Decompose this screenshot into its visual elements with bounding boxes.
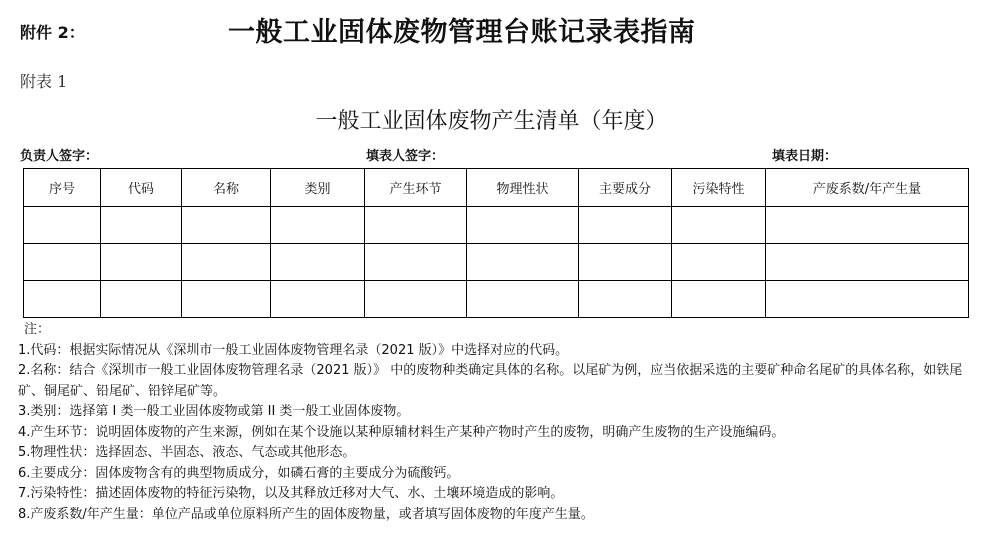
table-cell[interactable]: [467, 281, 579, 318]
notes-heading: 注：: [24, 322, 51, 337]
note-item-physical-state: 5.物理性状：选择固态、半固态、液态、气态或其他形态。: [18, 445, 356, 460]
column-header-generation-stage: 产生环节: [365, 169, 467, 207]
table-cell[interactable]: [579, 207, 672, 244]
table-row: [24, 207, 969, 244]
table-cell[interactable]: [182, 207, 271, 244]
table-cell[interactable]: [579, 244, 672, 281]
page-title: 一般工业固体废物管理台账记录表指南: [228, 17, 696, 48]
table-cell[interactable]: [365, 281, 467, 318]
table-cell[interactable]: [766, 207, 969, 244]
table-title: 一般工业固体废物产生清单（年度）: [315, 109, 668, 134]
table-cell[interactable]: [271, 281, 365, 318]
table-cell[interactable]: [271, 244, 365, 281]
table-cell[interactable]: [579, 281, 672, 318]
table-cell[interactable]: [101, 281, 182, 318]
table-cell[interactable]: [365, 207, 467, 244]
note-item-category: 3.类别：选择第 I 类一般工业固体废物或第 II 类一般工业固体废物。: [18, 404, 410, 419]
attachment-label: 附件 2：: [20, 23, 85, 42]
table-cell[interactable]: [672, 244, 766, 281]
table-cell[interactable]: [24, 244, 101, 281]
note-item-code: 1.代码：根据实际情况从《深圳市一般工业固体废物管理名录（2021 版）》中选择对应的代码。: [18, 342, 569, 358]
table-cell[interactable]: [101, 207, 182, 244]
notes-section: [18, 320, 968, 525]
table-cell[interactable]: [271, 207, 365, 244]
column-header-physical-state: 物理性状: [467, 169, 579, 207]
filler-signature-label: 填表人签字：: [366, 149, 445, 164]
table-cell[interactable]: [672, 207, 766, 244]
table-cell[interactable]: [24, 207, 101, 244]
note-item-main-components: 6.主要成分：固体废物含有的典型物质成分，如磷石膏的主要成分为硫酸钙。: [18, 465, 460, 481]
table-cell[interactable]: [182, 281, 271, 318]
note-item-generation-stage: 4.产生环节：说明固体废物的产生来源，例如在某个设施以某种原辅材料生产某种产物时产生的废物，明确产生废物的生产设施编码。: [18, 424, 785, 440]
table-cell[interactable]: [467, 244, 579, 281]
table-row: [24, 244, 969, 281]
table-cell[interactable]: [766, 281, 969, 318]
table-cell[interactable]: [24, 281, 101, 318]
column-header-main-components: 主要成分: [579, 169, 672, 207]
note-item-name: 2.名称：结合《深圳市一般工业固体废物管理名录（2021 版）》 中的废物种类确定具体的名称。以尾矿为例，应当依据采选的主要矿种命名尾矿的具体名称，如铁尾矿、铜尾矿、铅尾矿、铅锌尾矿等。: [18, 363, 963, 399]
column-header-pollution-characteristics: 污染特性: [672, 169, 766, 207]
column-header-code: 代码: [101, 169, 182, 207]
note-item-generation-factor: 8.产废系数/年产生量：单位产品或单位原料所产生的固体废物量，或者填写固体废物的年度产生量。: [18, 506, 594, 522]
table-cell[interactable]: [467, 207, 579, 244]
note-item-pollution-characteristics: 7.污染特性：描述固体废物的特征污染物，以及其释放迁移对大气、水、土壤环境造成的影响。: [18, 486, 564, 501]
column-header-generation-factor: 产废系数/年产生量: [766, 169, 969, 207]
table-cell[interactable]: [365, 244, 467, 281]
table-cell[interactable]: [101, 244, 182, 281]
table-row: [24, 281, 969, 318]
waste-ledger-table: [23, 168, 969, 318]
fill-date-label: 填表日期：: [772, 149, 838, 164]
column-header-name: 名称: [182, 169, 271, 207]
table-header-row: [24, 169, 969, 207]
responsible-signature-label: 负责人签字：: [20, 149, 99, 164]
column-header-category: 类别: [271, 169, 365, 207]
table-cell[interactable]: [182, 244, 271, 281]
table-cell[interactable]: [672, 281, 766, 318]
column-header-index: 序号: [24, 169, 101, 207]
sub-attachment-label: 附表 1: [20, 72, 68, 91]
table-cell[interactable]: [766, 244, 969, 281]
